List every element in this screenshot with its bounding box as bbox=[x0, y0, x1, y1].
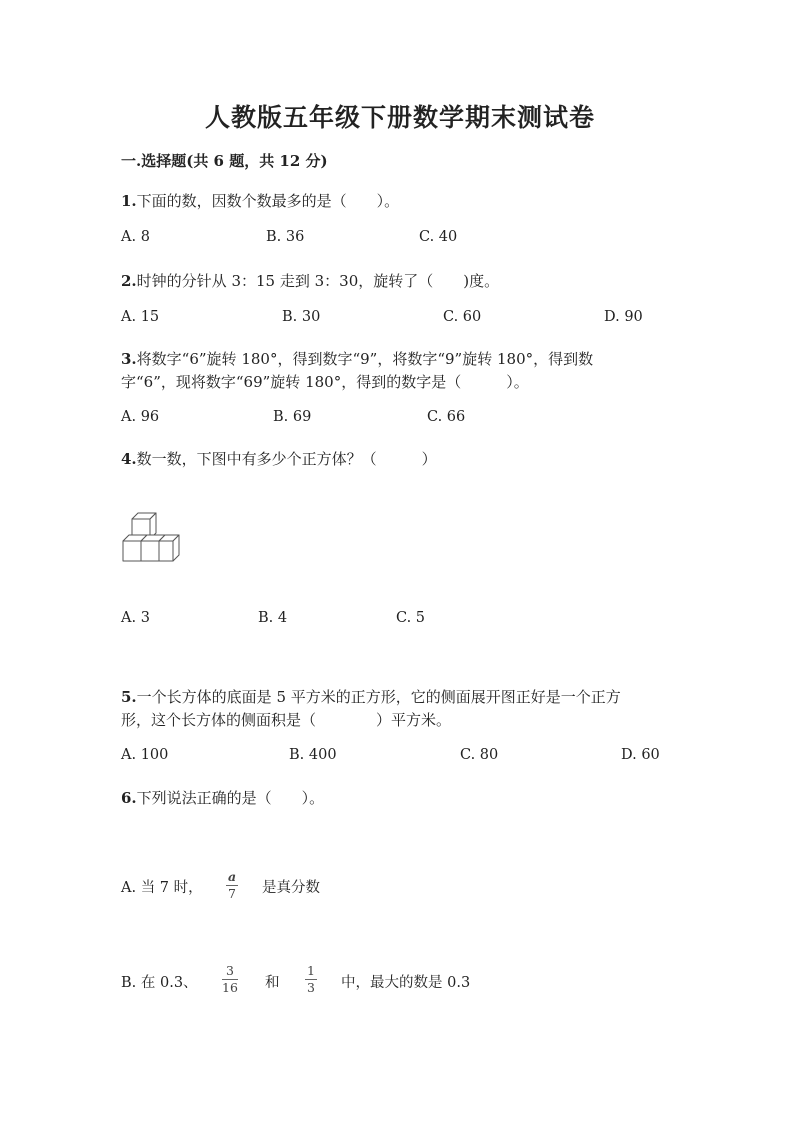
q5-option-d[interactable]: D. 60 bbox=[621, 747, 660, 763]
fraction-denominator: 7 bbox=[228, 886, 236, 901]
fraction-numerator: 3 bbox=[226, 963, 234, 978]
q3-option-a[interactable]: A. 96 bbox=[121, 409, 160, 425]
q4-option-c[interactable]: C. 5 bbox=[396, 610, 426, 626]
q2-option-c[interactable]: C. 60 bbox=[443, 309, 482, 325]
fraction-a-over-7 bbox=[226, 870, 238, 901]
question-text: 下面的数，因数个数最多的是（ ）。 bbox=[136, 192, 400, 210]
question-text-line-2: 字“6”，现将数字“69”旋转 180°，得到的数字是（ ）。 bbox=[121, 373, 529, 391]
fraction-numerator: a bbox=[227, 869, 237, 884]
fraction-1-over-3 bbox=[305, 964, 317, 995]
q2-option-a[interactable]: A. 15 bbox=[121, 309, 160, 325]
q3-option-b[interactable]: B. 69 bbox=[273, 409, 312, 425]
q5-option-a[interactable]: A. 100 bbox=[121, 747, 169, 763]
question-3 bbox=[121, 348, 593, 369]
question-number: 4. bbox=[121, 450, 137, 468]
question-text-line-1: 一个长方体的底面是 5 平方米的正方形，它的侧面展开图正好是一个正方 bbox=[136, 688, 621, 706]
question-number: 1. bbox=[121, 192, 137, 210]
question-1 bbox=[121, 190, 399, 211]
q5-option-c[interactable]: C. 80 bbox=[460, 747, 499, 763]
q6-option-b-prefix[interactable]: B. 在 0.3、 bbox=[121, 975, 198, 991]
fraction-denominator: 16 bbox=[222, 980, 238, 995]
cubes-figure bbox=[118, 509, 184, 565]
question-text-line-2: 形，这个长方体的侧面积是（ ）平方米。 bbox=[121, 711, 452, 729]
question-text: 时钟的分针从 3：15 走到 3：30，旋转了（ )度。 bbox=[136, 272, 500, 290]
q4-option-a[interactable]: A. 3 bbox=[121, 610, 150, 626]
question-number: 2. bbox=[121, 272, 137, 290]
q6-option-b-suffix: 中，最大的数是 0.3 bbox=[341, 975, 471, 991]
q4-option-b[interactable]: B. 4 bbox=[258, 610, 288, 626]
question-number: 5. bbox=[121, 688, 137, 706]
section-heading: 一.选择题(共 6 题，共 12 分) bbox=[121, 152, 328, 170]
question-4 bbox=[121, 448, 437, 469]
question-text-line-1: 将数字“6”旋转 180°，得到数字“9”，将数字“9”旋转 180°，得到数 bbox=[136, 350, 594, 368]
question-number: 3. bbox=[121, 350, 137, 368]
question-2 bbox=[121, 270, 499, 291]
q6-option-a-prefix[interactable]: A. 当 7 时， bbox=[121, 880, 203, 896]
q2-option-d[interactable]: D. 90 bbox=[604, 309, 643, 325]
q6-option-b-middle: 和 bbox=[265, 975, 280, 991]
page-title: 人教版五年级下册数学期末测试卷 bbox=[204, 103, 595, 132]
question-6 bbox=[121, 787, 324, 808]
q6-option-a-suffix: 是真分数 bbox=[262, 880, 320, 896]
q2-option-b[interactable]: B. 30 bbox=[282, 309, 321, 325]
question-text: 下列说法正确的是（ ）。 bbox=[136, 789, 325, 807]
q1-option-a[interactable]: A. 8 bbox=[121, 229, 150, 245]
fraction-denominator: 3 bbox=[307, 980, 315, 995]
q1-option-b[interactable]: B. 36 bbox=[266, 229, 305, 245]
fraction-3-over-16 bbox=[222, 964, 238, 995]
q3-option-c[interactable]: C. 66 bbox=[427, 409, 466, 425]
question-text: 数一数，下图中有多少个正方体？（ ） bbox=[136, 450, 437, 468]
question-5 bbox=[121, 686, 621, 707]
q5-option-b[interactable]: B. 400 bbox=[289, 747, 337, 763]
fraction-numerator: 1 bbox=[307, 963, 315, 978]
question-number: 6. bbox=[121, 789, 137, 807]
q1-option-c[interactable]: C. 40 bbox=[419, 229, 458, 245]
